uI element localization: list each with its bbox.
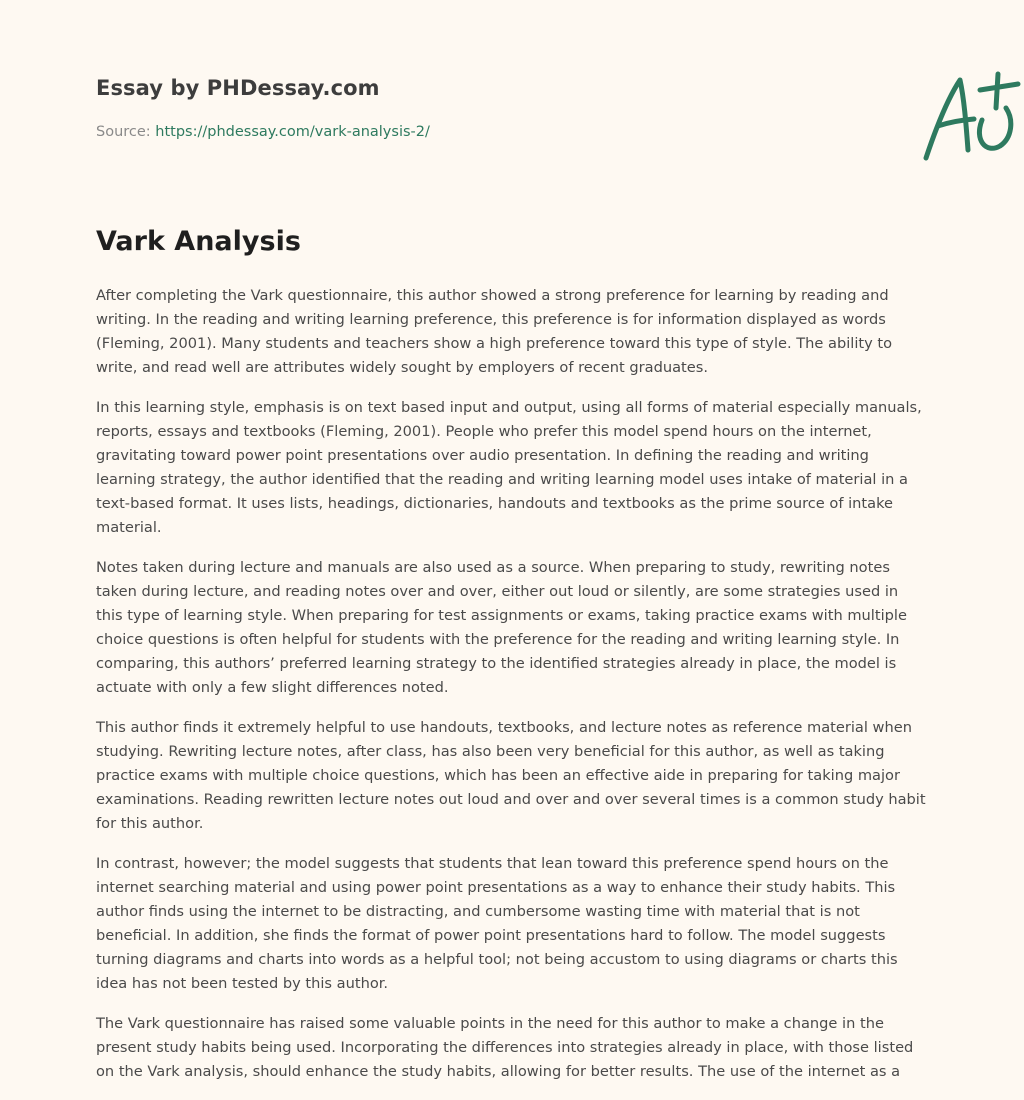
essay-paragraph: In this learning style, emphasis is on text based input and output, using all forms of material especially manuals, reports, essays and textbooks (Fleming, 2001). People who prefer this model spend hours on the internet, gravitating toward power point presentations over audio presentation. In defining the reading and writing learning strategy, the author identified that the reading and writing learning model uses intake of material in a text-based format. It uses lists, headings, dictionaries, handouts and textbooks as the prime source of intake material.	[96, 399, 922, 536]
source-line	[96, 124, 430, 140]
source-label: Source:	[96, 124, 156, 140]
essay-paragraph: After completing the Vark questionnaire, this author showed a strong preference for learning by reading and writing. In the reading and writing learning preference, this preference is for information displayed as words (Fleming, 2001). Many students and teachers show a high preference toward this type of style. The ability to write, and read well are attributes widely sought by employers of recent graduates.	[96, 287, 893, 376]
essay-title: Vark Analysis	[96, 226, 301, 257]
source-link[interactable]: https://phdessay.com/vark-analysis-2/	[155, 124, 430, 140]
essay-paragraph: The Vark questionnaire has raised some valuable points in the need for this author to make a change in the present study habits being used. Incorporating the differences into strategies already in place, with those listed on the Vark analysis, should enhance the study habits, allowing for better results. The use of the internet as a	[96, 1015, 914, 1080]
essay-body	[96, 284, 928, 1100]
site-title: Essay by PHDessay.com	[96, 76, 380, 100]
a-plus-logo-icon	[916, 68, 1024, 168]
a-plus-logo-graphic	[916, 68, 1024, 168]
essay-paragraph: Notes taken during lecture and manuals are also used as a source. When preparing to study, rewriting notes taken during lecture, and reading notes over and over, either out loud or silently, are some strategies used in this type of learning style. When preparing for test assignments or exams, taking practice exams with multiple choice questions is often helpful for students with the preference for the reading and writing learning style. In comparing, this authors’ preferred learning strategy to the identified strategies already in place, the model is actuate with only a few slight differences noted.	[96, 559, 907, 696]
essay-paragraph: In contrast, however; the model suggests that students that lean toward this preference spend hours on the internet searching material and using power point presentations as a way to enhance their study habits. This author finds using the internet to be distracting, and cumbersome wasting time with material that is not beneficial. In addition, she finds the format of power point presentations hard to follow. The model suggests turning diagrams and charts into words as a helpful tool; not being accustom to using diagrams or charts this idea has not been tested by this author.	[96, 855, 898, 992]
essay-paragraph: This author finds it extremely helpful to use handouts, textbooks, and lecture notes as reference material when studying. Rewriting lecture notes, after class, has also been very beneficial for this author, as well as taking practice exams with multiple choice questions, which has been an effective aide in preparing for taking major examinations. Reading rewritten lecture notes out loud and over and over several times is a common study habit for this author.	[96, 719, 926, 832]
